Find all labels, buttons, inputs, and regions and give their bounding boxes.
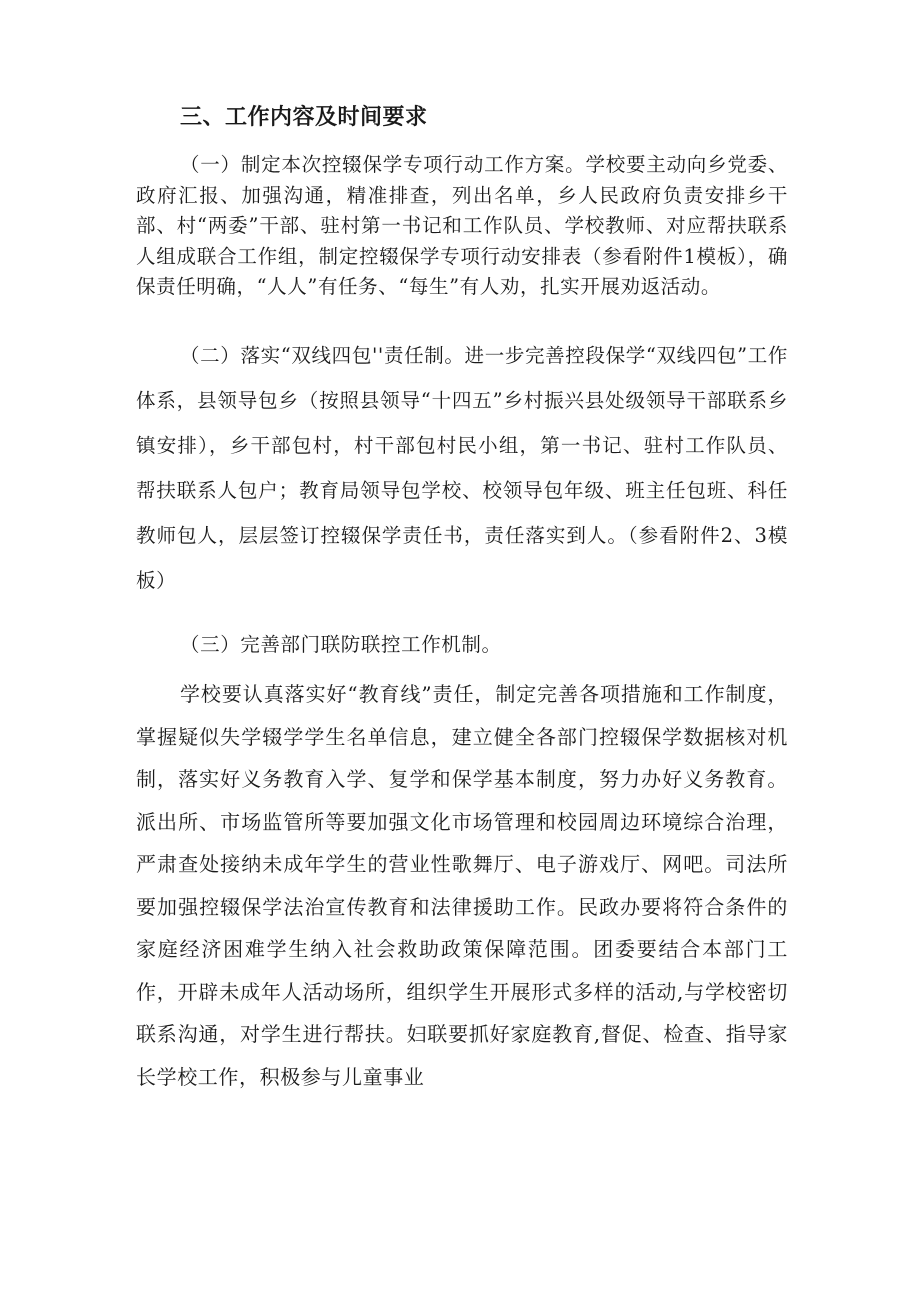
paragraph-school-responsibility: 学校要认真落实好“教育线”责任，制定完善各项措施和工作制度，掌握疑似失学辍学学生名单信息，建立健全各部门控辍保学数据核对机制，落实好义务教育入学、复学和保学基本制度，努力办好义务教育。派出所、市场监管所等要加强文化市场管理和校园周边环境综合治理，严肃查处接纳未成年学生的营业性歌舞厅、电子游戏厅、网吧。司法所要加强控辍保学法治宣传教育和法律援助工作。民政办要将符合条件的家庭经济困难学生纳入社会救助政策保障范围。团委要结合本部门工作，开辟未成年人活动场所，组织学生开展形式多样的活动,与学校密切联系沟通，对学生进行帮扶。妇联要抓好家庭教育,督促、检查、指导家长学校工作，积极参与儿童事业: [136, 682, 788, 1089]
section-heading: 三、工作内容及时间要求: [180, 105, 428, 130]
paragraph-work-plan: （一）制定本次控辍保学专项行动工作方案。学校要主动向乡党委、政府汇报、加强沟通，精准排查，列出名单，乡人民政府负责安排乡干部、村“两委”干部、驻村第一书记和工作队员、学校教师、对应帮扶联系人组成联合工作组，制定控辍保学专项行动安排表（参看附件1模板），确保责任明确，“人人”有任务、“每生”有人劝，扎实开展劝返活动。: [136, 153, 788, 299]
paragraph-responsibility-system: （二）落实“双线四包''责任制。进一步完善控段保学“双线四包”工作体系，县领导包乡（按照县领导“十四五”乡村振兴县处级领导干部联系乡镇安排），乡干部包村，村干部包村民小组，第一书记、驻村工作队员、帮扶联系人包户；教育局领导包学校、校领导包年级、班主任包班、科任教师包人，层层签订控辍保学责任书，责任落实到人。（参看附件2、3模板）: [136, 344, 788, 592]
paragraph-joint-control-mechanism: （三）完善部门联防联控工作机制。: [180, 633, 502, 656]
